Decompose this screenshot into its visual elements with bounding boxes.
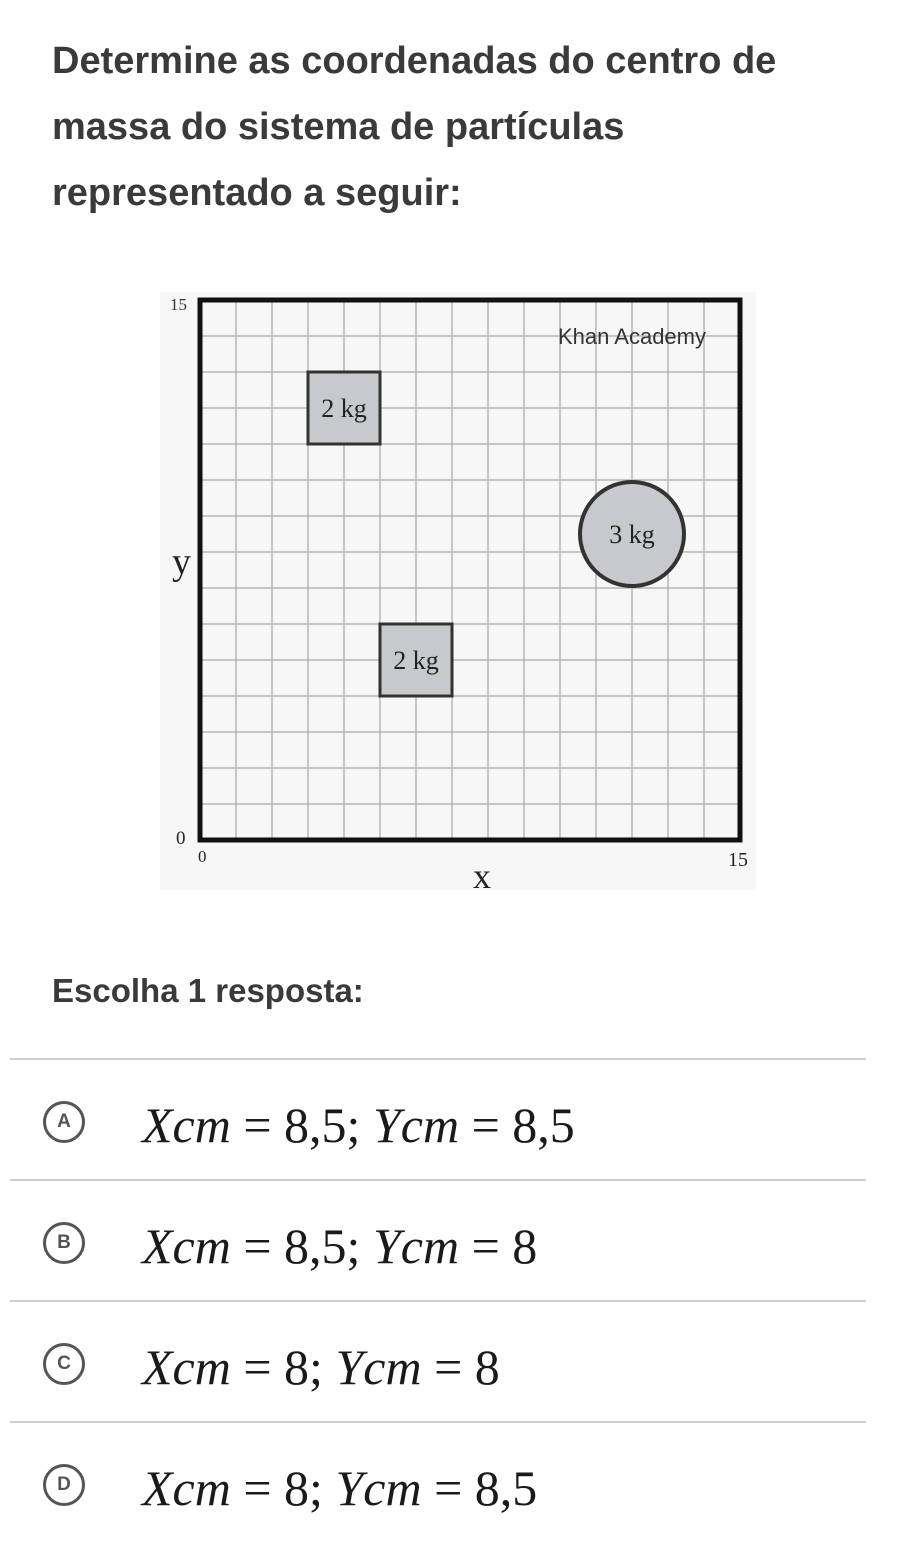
question-line-1: Determine as coordenadas do centro de — [52, 40, 777, 82]
choice-a-x-val: 8,5 — [284, 1097, 347, 1153]
choice-b-x-var: Xcm — [142, 1218, 231, 1274]
question-line-3: representado a seguir: — [52, 172, 462, 214]
mass-system-figure — [160, 292, 756, 890]
y-axis-label: y — [172, 541, 191, 583]
y-tick-top: 15 — [170, 295, 187, 314]
choice-a-y-var: Ycm — [372, 1097, 460, 1153]
choice-d[interactable] — [10, 1421, 866, 1542]
choice-c-formula: Xcm = 8; Ycm = 8 — [142, 1339, 500, 1395]
choice-d-y-val: 8,5 — [474, 1460, 538, 1516]
x-axis-label: x — [473, 856, 491, 890]
choice-b-formula: Xcm = 8,5; Ycm = 8 — [142, 1218, 538, 1274]
choice-d-y-var: Ycm — [335, 1460, 422, 1516]
choice-b-y-val: 8 — [512, 1218, 538, 1274]
mass-label: 3 kg — [609, 520, 655, 549]
choice-d-radio[interactable]: D — [43, 1464, 85, 1506]
choice-a[interactable] — [10, 1058, 866, 1179]
choice-c-x-var: Xcm — [142, 1339, 231, 1395]
choice-c-radio[interactable]: C — [43, 1343, 85, 1385]
choice-b-x-val: 8,5 — [284, 1218, 347, 1274]
question-line-2: massa do sistema de partículas — [52, 106, 625, 148]
figure-background — [160, 292, 756, 890]
x-tick-right: 15 — [728, 849, 748, 871]
choice-d-formula: Xcm = 8; Ycm = 8,5 — [142, 1460, 538, 1516]
choice-d-x-var: Xcm — [142, 1460, 231, 1516]
mass-3 — [380, 624, 452, 696]
choice-d-x-val: 8 — [284, 1460, 310, 1516]
answer-prompt: Escolha 1 resposta: — [52, 972, 364, 1009]
choice-c-x-val: 8 — [284, 1339, 310, 1395]
mass-1 — [308, 372, 380, 444]
choice-a-formula: Xcm = 8,5; Ycm = 8,5 — [142, 1097, 575, 1153]
choice-c-y-var: Ycm — [335, 1339, 422, 1395]
answer-choices — [10, 1058, 866, 1542]
watermark-khan-academy: Khan Academy — [558, 324, 706, 349]
mass-label: 2 kg — [321, 394, 367, 423]
mass-2 — [580, 482, 684, 586]
mass-label: 2 kg — [393, 646, 439, 675]
choice-b-radio[interactable]: B — [43, 1222, 85, 1264]
figure-canvas — [160, 292, 756, 890]
choice-b-y-var: Ycm — [372, 1218, 460, 1274]
choice-a-radio[interactable]: A — [43, 1101, 85, 1143]
y-tick-bottom: 0 — [176, 828, 186, 849]
x-tick-left: 0 — [198, 847, 207, 866]
choice-a-y-val: 8,5 — [512, 1097, 575, 1153]
choice-c[interactable] — [10, 1300, 866, 1421]
choice-b[interactable] — [10, 1179, 866, 1300]
choice-a-x-var: Xcm — [142, 1097, 231, 1153]
choice-c-y-val: 8 — [474, 1339, 500, 1395]
question-text — [52, 28, 862, 226]
